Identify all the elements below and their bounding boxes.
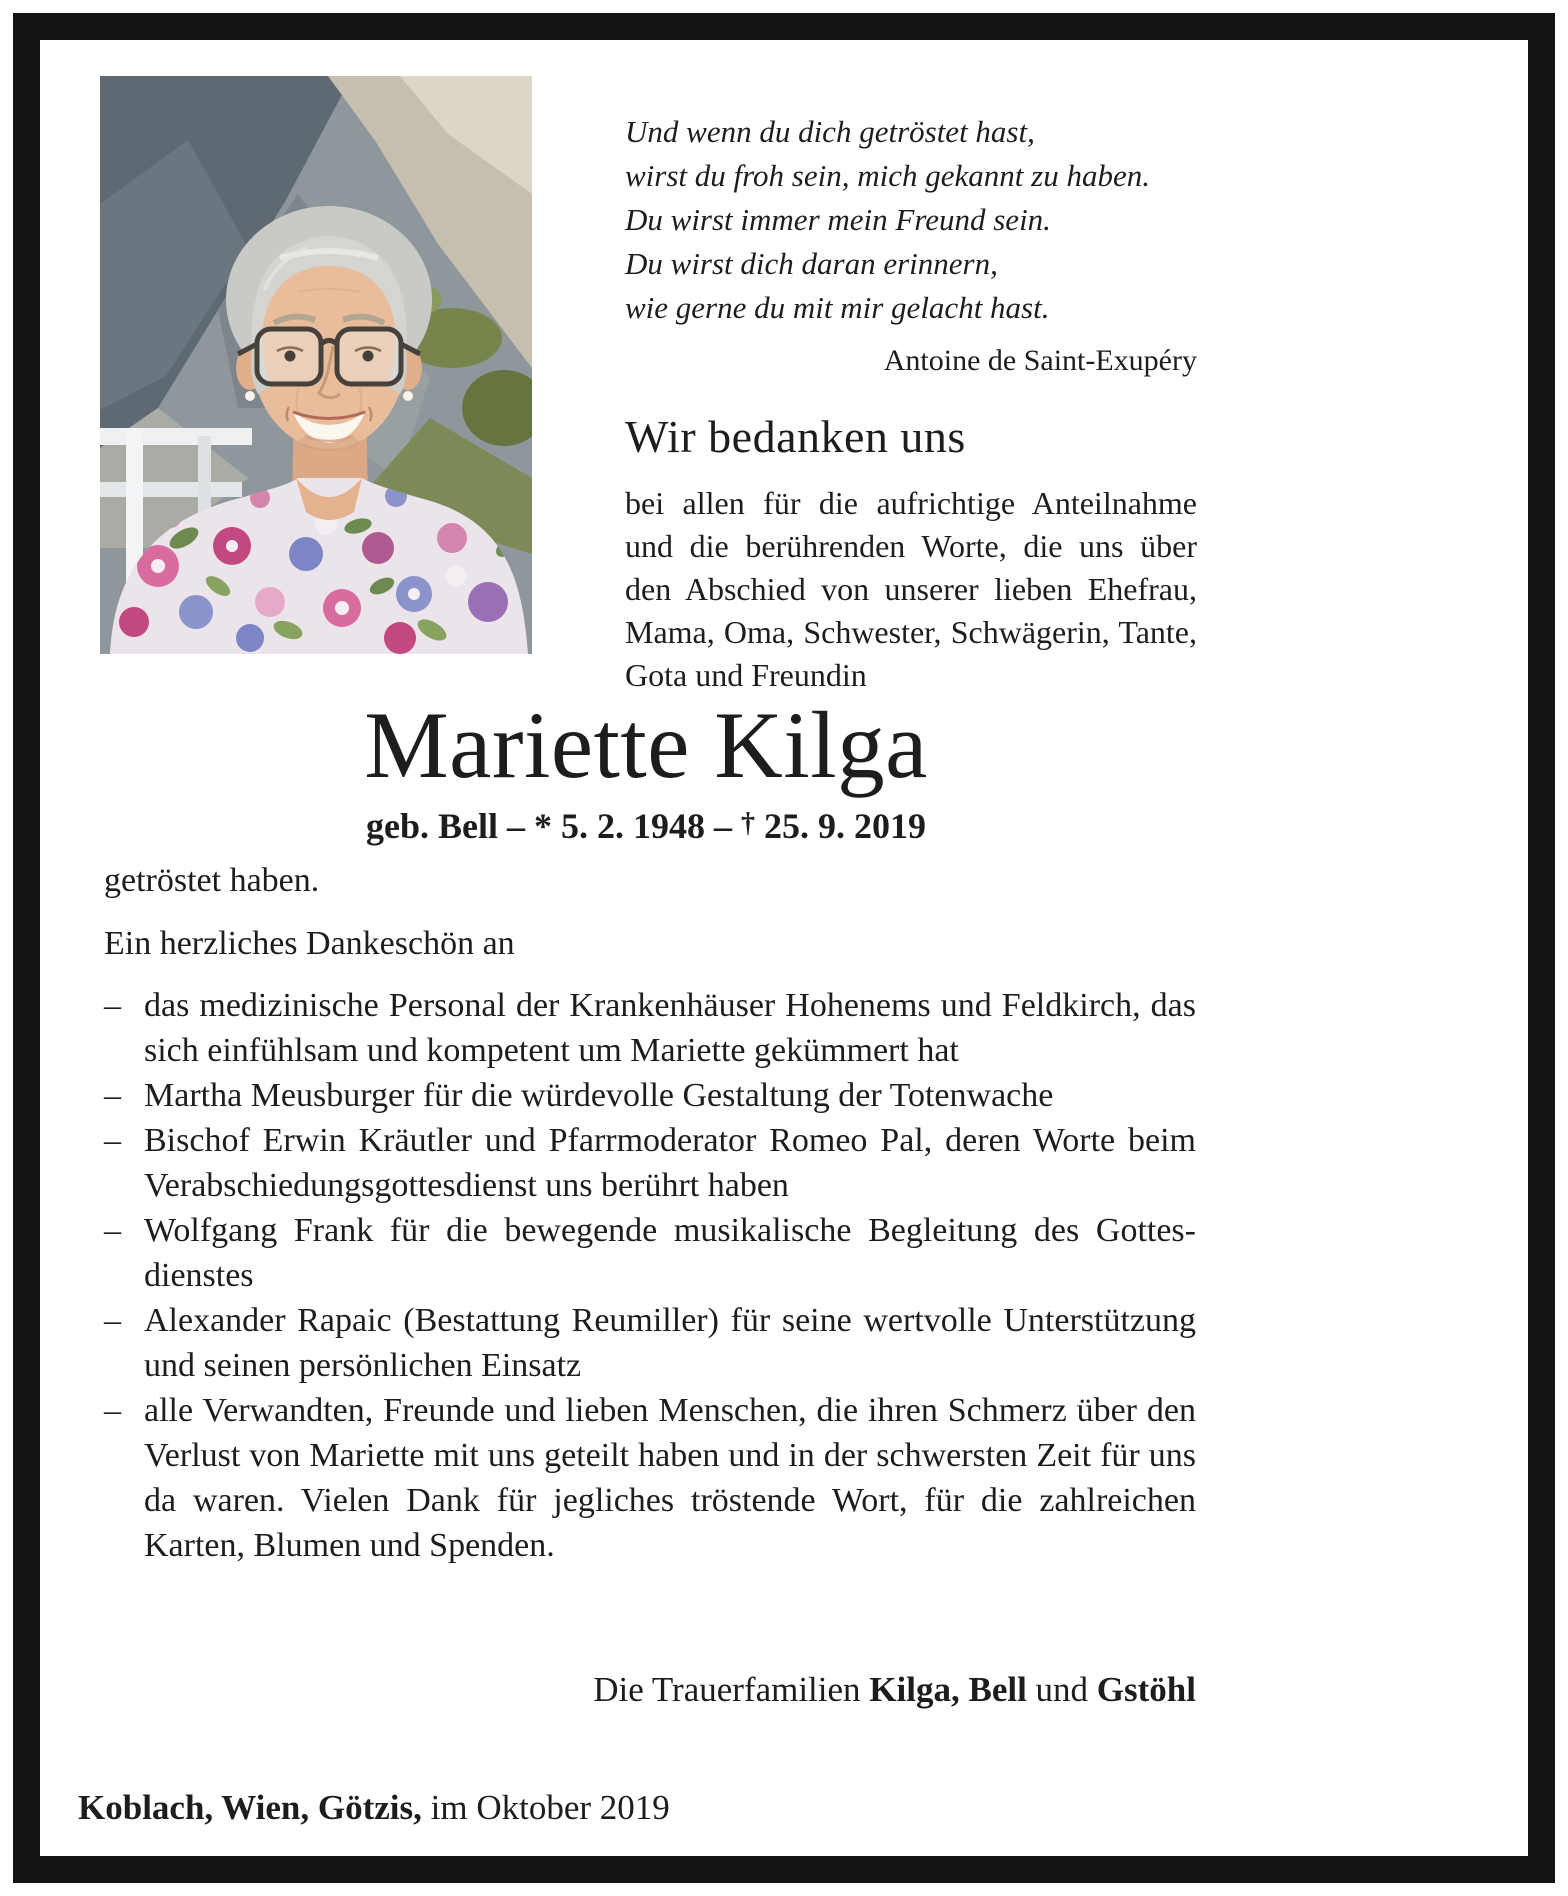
acknowledgement-section: [104, 858, 1196, 1568]
thanks-intro: bei allen für die aufrichtige Anteilnahme und die berührenden Worte, die uns über den Abschied von unserer lieben Ehefrau, Mama, Oma, Schwester, Schwägerin, Tante, Gota und Freundin: [625, 485, 1197, 693]
list-item-text: Wolfgang Frank für die bewegende musikalische Begleitung des Gottesdienstes: [144, 1212, 1196, 1294]
list-marker: –: [104, 987, 121, 1024]
dateline-places: Koblach, Wien, Götzis,: [78, 1788, 422, 1827]
quote-line: Und wenn du dich getröstet hast,: [625, 114, 1035, 149]
quote-line: Du wirst immer mein Freund sein.: [625, 202, 1051, 237]
deceased-dates: [100, 805, 1192, 847]
deceased-name-section: [100, 692, 1192, 847]
list-item-text: das medizinische Personal der Krankenhäuser Hohenems und Feldkirch, das sich einfühlsam und kompetent um Mariette gekümmert hat: [144, 987, 1196, 1069]
dagger-symbol: †: [741, 808, 755, 839]
dateline: [78, 1786, 670, 1830]
list-item: [104, 983, 1196, 1073]
list-item-text: alle Verwandten, Freunde und lieben Menschen, die ihren Schmerz über den Verlust von Mariette mit uns geteilt haben und in der schwersten Zeit für uns da waren. Vielen Dank für jegliches tröstende Wort, für die zahlreichen Karten, Blumen und Spenden.: [144, 1392, 1196, 1564]
family-name-gstoehl: Gstöhl: [1096, 1670, 1196, 1709]
list-marker: –: [104, 1077, 121, 1114]
quote-line: Du wirst dich daran erinnern,: [625, 246, 998, 281]
families-connector: und: [1026, 1670, 1097, 1709]
list-item: [104, 1208, 1196, 1298]
dateline-date: im Oktober 2019: [421, 1788, 670, 1827]
continuation-text: getröstet haben.: [104, 862, 320, 899]
quote-line: wie gerne du mit mir gelacht hast.: [625, 290, 1050, 325]
list-item-text: Bischof Erwin Kräutler und Pfarrmoderator Romeo Pal, deren Worte beim Verabschiedungsgottesdienst uns berührt haben: [144, 1122, 1196, 1204]
quote-attribution: Antoine de Saint-Exupéry: [883, 344, 1197, 377]
deceased-name: Mariette Kilga: [364, 692, 928, 798]
thanks-heading: Wir bedanken uns: [625, 411, 966, 462]
quote-line: wirst du froh sein, mich gekannt zu haben.: [625, 158, 1150, 193]
list-marker: –: [104, 1392, 121, 1429]
list-marker: –: [104, 1122, 121, 1159]
list-marker: –: [104, 1212, 121, 1249]
right-column: [625, 110, 1197, 697]
list-item-text: Martha Meusburger für die würdevolle Gestaltung der Totenwache: [144, 1077, 1054, 1114]
list-item: [104, 1118, 1196, 1208]
families-line: [104, 1668, 1196, 1712]
birth-info: geb. Bell – * 5. 2. 1948 –: [366, 806, 741, 846]
dankeschoen-heading: Ein herzliches Dankeschön an: [104, 925, 515, 962]
acknowledgement-list: [104, 983, 1196, 1568]
family-name-kilga-bell: Kilga, Bell: [869, 1670, 1027, 1709]
portrait-photo: [100, 76, 532, 654]
list-item: [104, 1073, 1196, 1118]
list-item-text: Alexander Rapaic (Bestattung Reumiller) für seine wertvolle Unterstützung und seinen persönlichen Einsatz: [144, 1302, 1196, 1384]
quote-block: [625, 110, 1197, 380]
list-item: [104, 1388, 1196, 1568]
families-prefix: Die Trauerfamilien: [593, 1670, 870, 1709]
list-marker: –: [104, 1302, 121, 1339]
list-item: [104, 1298, 1196, 1388]
death-date: 25. 9. 2019: [755, 806, 926, 846]
